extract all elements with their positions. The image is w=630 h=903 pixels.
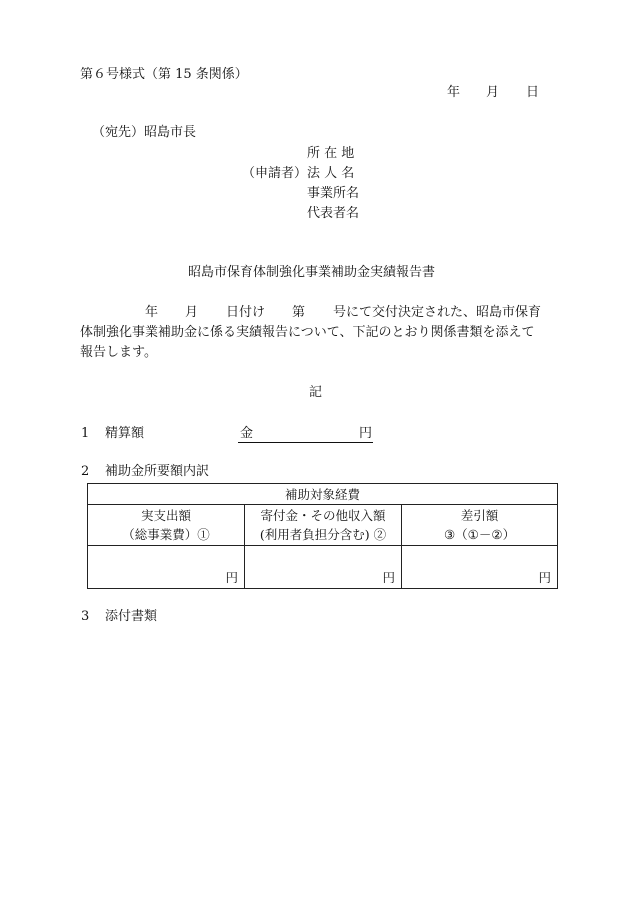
amount-cell-donations-income[interactable] xyxy=(245,546,402,589)
amount-cell-difference[interactable] xyxy=(402,546,558,589)
section1-number: 1 xyxy=(81,426,90,441)
section3-number: 3 xyxy=(81,609,90,624)
ki-heading: 記 xyxy=(309,385,323,400)
amount-unit: 円 xyxy=(382,570,395,585)
body-year: 年 xyxy=(145,305,159,320)
form-number: 第６号様式（第 15 条関係） xyxy=(80,67,248,82)
column-actual-expenditure-line2: （総事業費）① xyxy=(122,527,210,542)
document-title: 昭島市保育体制強化事業補助金実績報告書 xyxy=(188,265,436,280)
column-donations-income-line1: 寄付金・その他収入額 xyxy=(260,508,386,523)
section1-label: 精算額 xyxy=(105,426,145,441)
column-difference-line2: ③（①－②） xyxy=(443,527,516,542)
body-line2: 体制強化事業補助金に係る実績報告について、下記のとおり関係書類を添えて xyxy=(80,325,535,340)
amount-unit: 円 xyxy=(538,570,552,585)
subsidy-breakdown-table xyxy=(87,483,558,589)
amount-unit: 円 xyxy=(225,570,238,585)
date-day-label: 日 xyxy=(526,85,540,100)
applicant-label: （申請者） xyxy=(242,166,308,181)
settlement-amount-underline xyxy=(238,442,373,443)
applicant-corporation-label: 法 人 名 xyxy=(307,166,355,181)
body-number-prefix: 第 xyxy=(292,305,306,320)
column-difference xyxy=(402,505,558,546)
addressee: （宛先）昭島市長 xyxy=(92,125,197,140)
date-year-label: 年 xyxy=(447,85,461,100)
column-donations-income xyxy=(245,505,402,546)
section2-number: 2 xyxy=(81,464,90,479)
settlement-kin: 金 xyxy=(240,426,254,441)
section3-label: 添付書類 xyxy=(105,609,158,624)
column-actual-expenditure-line1: 実支出額 xyxy=(140,508,191,523)
table-group-header: 補助対象経費 xyxy=(88,484,558,505)
applicant-address-label: 所 在 地 xyxy=(307,146,355,161)
body-line3: 報告します。 xyxy=(80,345,157,360)
date-month-label: 月 xyxy=(486,85,500,100)
applicant-office-label: 事業所名 xyxy=(307,186,360,201)
section2-label: 補助金所要額内訳 xyxy=(105,464,210,479)
body-date-suffix: 日付け xyxy=(226,305,266,320)
column-actual-expenditure xyxy=(88,505,245,546)
column-difference-line1: 差引額 xyxy=(460,508,499,523)
applicant-representative-label: 代表者名 xyxy=(307,206,360,221)
body-month: 月 xyxy=(185,305,199,320)
column-donations-income-line2: (利用者負担分含む) ② xyxy=(259,527,387,542)
settlement-yen: 円 xyxy=(359,426,373,441)
body-line1-rest: 号にて交付決定された、昭島市保育 xyxy=(333,305,542,320)
amount-cell-actual-expenditure[interactable] xyxy=(88,546,245,589)
